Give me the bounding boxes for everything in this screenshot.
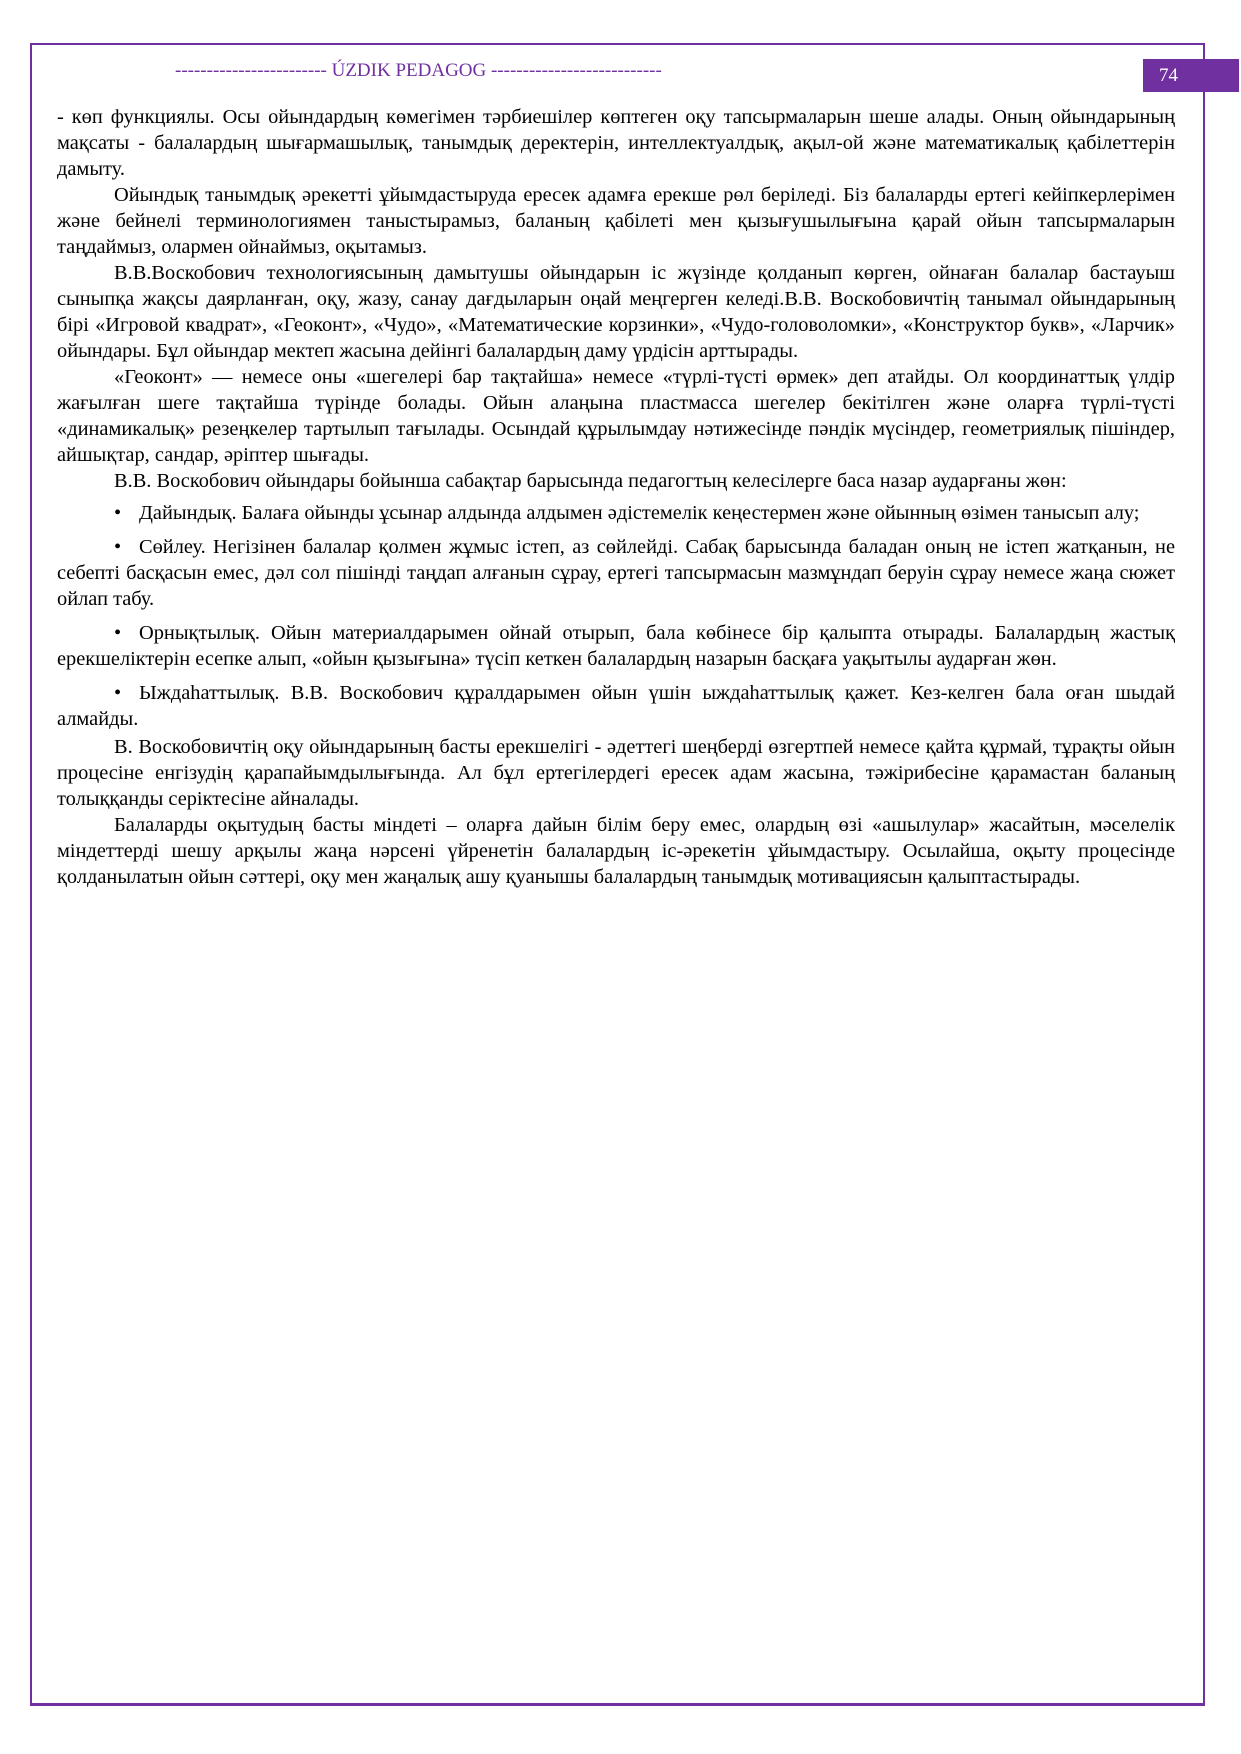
bullet-text: Дайындық. Балаға ойынды ұсынар алдында алдымен әдістемелік кеңестермен және ойынның өзімен танысып алу;: [139, 502, 1140, 524]
paragraph: В.В.Воскобович технологиясының дамытушы ойындарын іс жүзінде қолданып көрген, ойнаған балалар бастауыш сыныпқа жақсы даярланған, оқу, жазу, санау дағдыларын оңай меңгерген келеді.В.В. Воскобовичтің танымал ойындарының бірі «Игровой квадрат», «Геоконт», «Чудо», «Математические корзинки», «Чудо-головоломки», «Конструктор букв», «Ларчик» ойындары. Бұл ойындар мектеп жасына дейінгі балалардың даму үрдісін арттырады.: [57, 262, 1175, 362]
bullet-icon: •: [114, 622, 122, 644]
page-number-badge: [1143, 59, 1239, 92]
bullet-icon: •: [114, 536, 122, 558]
running-header: ------------------------ ÚZDIK PEDAGOG ---------------------------: [175, 60, 662, 81]
paragraph: Балаларды оқытудың басты міндеті – оларға дайын білім беру емес, олардың өзі «ашылулар» жасайтын, мәселелік міндеттерді шешу арқылы жаңа нәрсені үйренетін балалардың іс-әрекетін ұйымдастыру. Осылайша, оқыту процесінде қолданылатын ойын сәттері, оқу мен жаңалық ашу қуанышы балалардың танымдық мотивациясын қалыптастырады.: [57, 814, 1175, 888]
paragraph: В.В. Воскобович ойындары бойынша сабақтар барысында педагогтың келесілерге баса назар аударғаны жөн:: [114, 470, 1067, 492]
bullet-icon: •: [114, 682, 122, 704]
page-number: 74: [1159, 64, 1178, 86]
bullet-text: Сөйлеу. Негізінен балалар қолмен жұмыс істеп, аз сөйлейді. Сабақ барысында баладан оның не істеп жатқанын, не себепті басқасын емес, дәл сол пішінді таңдап алғанын сұрау, ертегі тапсырмасын мазмұндап беруін сұрау немесе жаңа сюжет ойлап табу.: [57, 536, 1175, 610]
bullet-item: [57, 680, 1175, 732]
bullet-item: [57, 500, 1175, 526]
paragraph: Ойындық танымдық әрекетті ұйымдастыруда ересек адамға ерекше рөл беріледі. Біз балаларды ертегі кейіпкерлерімен және бейнелі терминологиямен таныстырамыз, баланың қабілеті мен қызығушылығына қарай ойын тапсырмаларын таңдаймыз, олармен ойнаймыз, оқытамыз.: [57, 184, 1175, 258]
paragraph: - көп функциялы. Осы ойындардың көмегімен тәрбиешілер көптеген оқу тапсырмаларын шеше алады. Оның ойындарының мақсаты - балалардың шығармашылық, танымдық деректерін, интеллектуалдық, ақыл-ой және математикалық қабілеттерін дамыту.: [57, 106, 1175, 180]
bullet-item: [57, 620, 1175, 672]
bullet-icon: •: [114, 502, 122, 524]
bullet-text: Орнықтылық. Ойын материалдарымен ойнай отырып, бала көбінесе бір қалыпта отырады. Балалардың жастық ерекшеліктерін есепке алып, «ойын қызығына» түсіп кеткен балалардың назарын басқаға уақытылы аударған жөн.: [57, 622, 1175, 670]
paragraph: В. Воскобовичтің оқу ойындарының басты ерекшелігі - әдеттегі шеңберді өзгертпей немесе қайта құрмай, тұрақты ойын процесіне енгізудің қарапайымдылығында. Ал бұл ертегілердегі ересек адам жасына, тәжірибесіне қарамастан баланың толыққанды серіктесіне айналады.: [57, 736, 1175, 810]
paragraph: «Геоконт» — немесе оны «шегелері бар тақтайша» немесе «түрлі-түсті өрмек» деп атайды. Ол координаттық үлдір жағылған шеге тақтайша түрінде болады. Ойын алаңына пластмасса шегелер бекітілген және оларға түрлі-түсті «динамикалық» резеңкелер тартылып тағылады. Осындай құрылымдау нәтижесінде пәндік мүсіндер, геометриялық пішіндер, айшықтар, сандар, әріптер шығады.: [57, 366, 1175, 466]
bullet-item: [57, 534, 1175, 612]
article-body: [57, 104, 1175, 890]
bullet-text: Ыждаһаттылық. В.В. Воскобович құралдарымен ойын үшін ыждаһаттылық қажет. Кез-келген бала оған шыдай алмайды.: [57, 682, 1175, 730]
